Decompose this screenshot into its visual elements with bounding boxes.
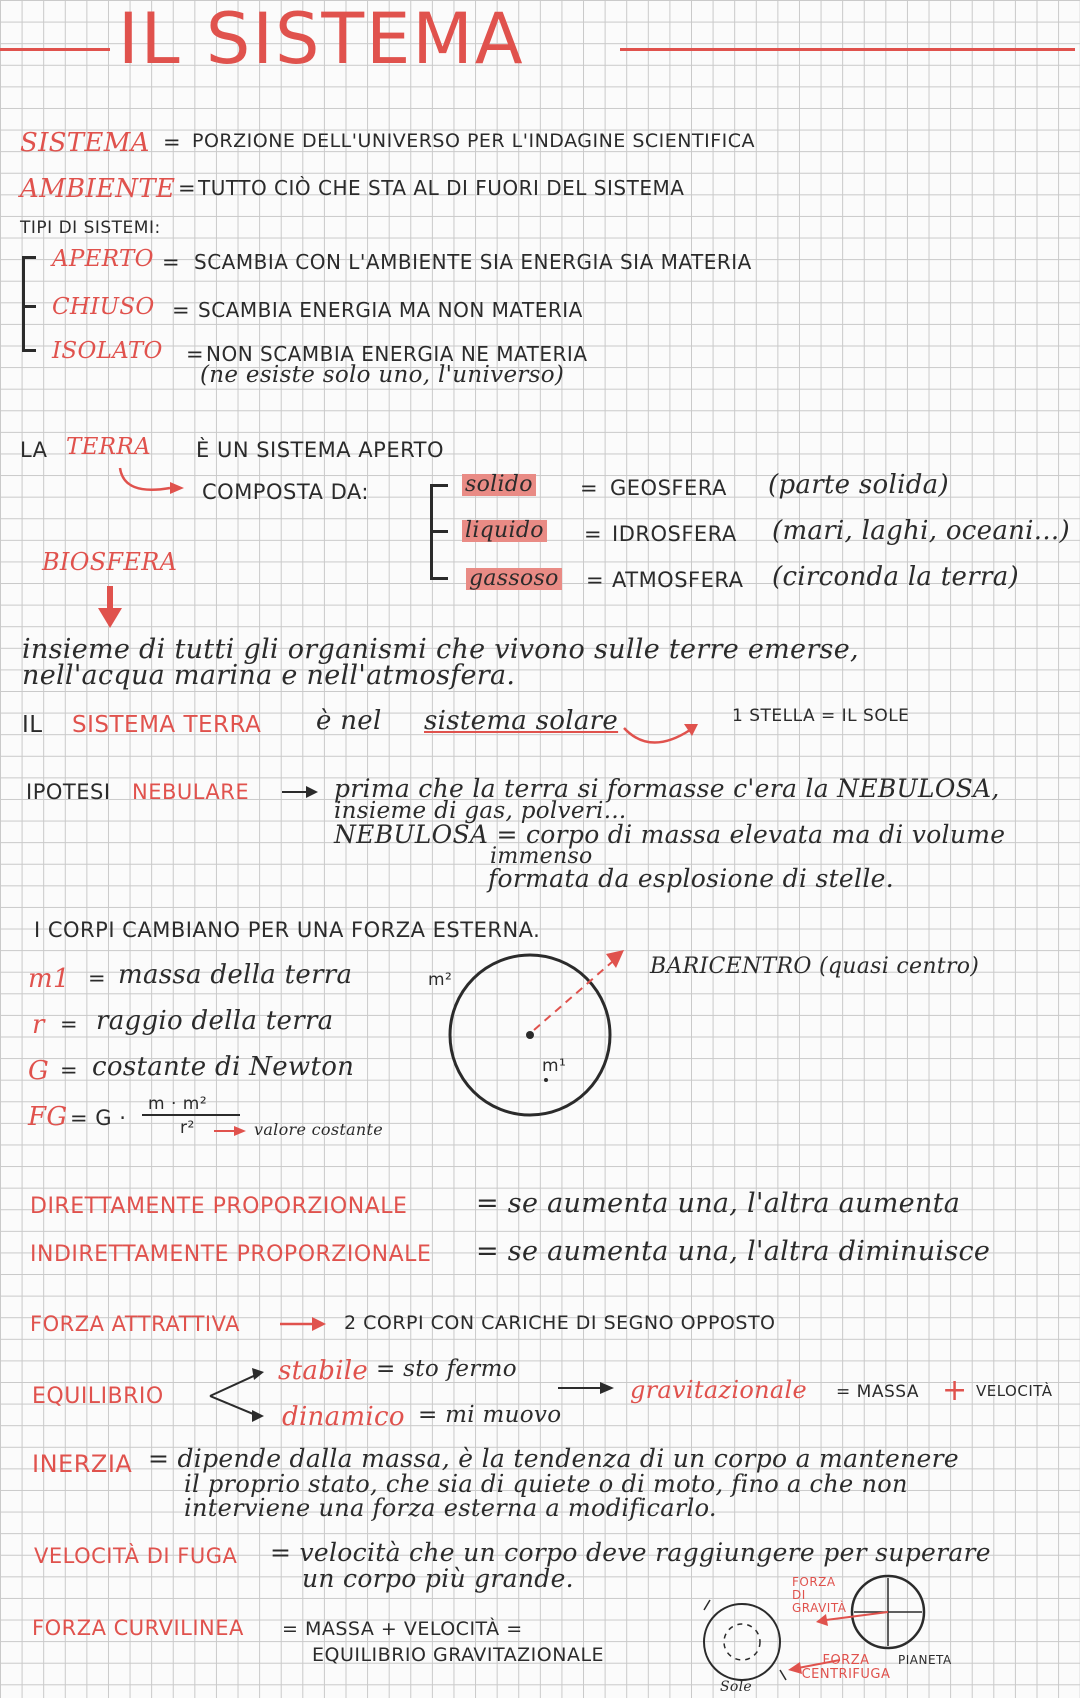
parts-tick-2 — [430, 530, 448, 533]
page-title: IL SISTEMA — [118, 0, 525, 80]
fuga-term: VELOCITÀ DI FUGA — [34, 1544, 238, 1568]
sistema-terra-term: SISTEMA TERRA — [72, 712, 262, 738]
aperto-text: SCAMBIA CON L'AMBIENTE SIA ENERGIA SIA MATERIA — [194, 250, 752, 274]
aperto-term: APERTO — [52, 246, 154, 272]
part-liquido-sep: = — [584, 522, 603, 546]
terra-word: TERRA — [66, 434, 151, 460]
fuga-line1: = velocità che un corpo deve raggiungere per superare — [270, 1538, 991, 1567]
var-g-sym: G — [28, 1056, 50, 1086]
nebulare-line3: NEBULOSA = corpo di massa elevata ma di volume — [334, 820, 1006, 849]
biosfera-term: BIOSFERA — [42, 548, 178, 576]
inerzia-line2: il proprio stato, che sia di quiete o di moto, fino a che non — [184, 1470, 908, 1498]
fg-sym: FG — [28, 1102, 68, 1132]
biosfera-line1: insieme di tutti gli organismi che vivono sulle terre emerse, — [22, 634, 859, 665]
dinamico-word: dinamico — [282, 1402, 405, 1432]
var-m1-text: massa della terra — [118, 960, 353, 990]
part-gassoso-desc: (circonda la terra) — [772, 562, 1019, 592]
dinamico-text: = mi muovo — [418, 1402, 562, 1428]
part-liquido-name: IDROSFERA — [612, 522, 737, 546]
isolato-note: (ne esiste solo uno, l'universo) — [200, 362, 565, 388]
ambiente-term: AMBIENTE — [20, 174, 176, 204]
var-g-text: costante di Newton — [92, 1052, 355, 1082]
diagram-pianeta: PIANETA — [898, 1653, 952, 1667]
var-m1-sym: m1 — [28, 964, 70, 994]
isolato-text: NON SCAMBIA ENERGIA NE MATERIA — [206, 342, 588, 366]
sistema-term: SISTEMA — [20, 128, 150, 158]
fg-den: r² — [180, 1118, 195, 1138]
var-m1-sep: = — [88, 966, 107, 990]
parts-tick-3 — [430, 577, 448, 580]
isolato-term: ISOLATO — [52, 338, 163, 364]
tipi-bracket-tick-1 — [22, 256, 36, 259]
ambiente-sep: = — [178, 176, 197, 200]
part-solido-name: GEOSFERA — [610, 476, 727, 500]
biosfera-arrow — [96, 586, 126, 630]
var-g-sep: = — [60, 1058, 79, 1082]
chiuso-text: SCAMBIA ENERGIA MA NON MATERIA — [198, 298, 583, 322]
part-solido-sep: = — [580, 476, 599, 500]
sistema-sep: = — [163, 130, 182, 154]
curvilinea-term: FORZA CURVILINEA — [32, 1616, 244, 1640]
diagram-forza-gravita: FORZA DI GRAVITÀ — [792, 1575, 847, 1616]
aperto-sep: = — [162, 250, 181, 274]
attrattiva-term: FORZA ATTRATTIVA — [30, 1312, 240, 1336]
sistema-terra-il: IL — [22, 712, 43, 738]
part-solido-desc: (parte solida) — [768, 470, 949, 500]
diagram-sole: Sole — [720, 1679, 752, 1695]
chiuso-term: CHIUSO — [52, 294, 155, 320]
attrattiva-text: 2 CORPI CON CARICHE DI SEGNO OPPOSTO — [344, 1312, 776, 1334]
attrattiva-arrow — [280, 1316, 330, 1332]
diretta-term: DIRETTAMENTE PROPORZIONALE — [30, 1194, 408, 1219]
grav-plus: + — [942, 1373, 968, 1408]
earth-m2-label: m² — [428, 970, 453, 990]
solare-arrow — [620, 720, 710, 760]
isolato-sep: = — [186, 342, 205, 366]
var-r-sep: = — [60, 1012, 79, 1036]
tipi-bracket-tick-3 — [22, 349, 36, 352]
nebulare-word: NEBULARE — [132, 780, 250, 804]
inerzia-line1: = dipende dalla massa, è la tendenza di un corpo a mantenere — [148, 1444, 959, 1473]
chiuso-sep: = — [172, 298, 191, 322]
tipi-bracket-tick-2 — [22, 305, 36, 308]
terra-arrow — [110, 466, 190, 506]
tipi-bracket — [22, 256, 25, 352]
fuga-line2: un corpo più grande. — [302, 1564, 574, 1593]
earth-diagram — [420, 940, 640, 1120]
indiretta-text: = se aumenta una, l'altra diminuisce — [476, 1236, 991, 1267]
part-gassoso: gassoso — [466, 568, 562, 590]
stabile-word: stabile — [278, 1356, 369, 1386]
baricentro-label: BARICENTRO (quasi centro) — [650, 954, 980, 979]
tipi-heading: TIPI DI SISTEMI: — [20, 218, 161, 238]
part-liquido: liquido — [462, 520, 547, 542]
diagram-forza-centrifuga: FORZA CENTRIFUGA — [801, 1653, 891, 1683]
indiretta-term: INDIRETTAMENTE PROPORZIONALE — [30, 1242, 432, 1267]
terra-text: È UN SISTEMA APERTO — [196, 438, 445, 462]
terra-composta: COMPOSTA DA: — [202, 480, 369, 504]
nebulare-arrow — [282, 784, 322, 800]
grav-word: gravitazionale — [630, 1376, 807, 1404]
grav-text2: VELOCITÀ — [976, 1382, 1053, 1400]
grav-arrow — [558, 1380, 618, 1396]
fg-eq: = G · — [70, 1106, 127, 1130]
terra-la: LA — [20, 438, 48, 462]
nebulare-line2: insieme di gas, polveri... — [334, 798, 627, 824]
var-r-text: raggio della terra — [96, 1006, 334, 1036]
diretta-text: = se aumenta una, l'altra aumenta — [476, 1188, 961, 1219]
grav-text1: = MASSA — [836, 1382, 919, 1402]
title-line-right — [620, 48, 1075, 51]
inerzia-line3: interviene una forza esterna a modificarlo. — [184, 1494, 717, 1522]
title-line-left — [0, 48, 110, 51]
stella-text: 1 STELLA = IL SOLE — [732, 706, 910, 726]
fg-note-arrow — [214, 1124, 250, 1138]
sistema-text: PORZIONE DELL'UNIVERSO PER L'INDAGINE SCIENTIFICA — [192, 130, 755, 152]
sistema-solare: sistema solare — [424, 706, 619, 736]
part-liquido-desc: (mari, laghi, oceani...) — [772, 516, 1070, 546]
part-gassoso-sep: = — [586, 568, 605, 592]
curvilinea-line1: = MASSA + VELOCITÀ = — [282, 1618, 523, 1640]
earth-m1-label: m¹ — [542, 1056, 567, 1076]
stabile-text: = sto fermo — [376, 1356, 517, 1382]
forza-heading: I CORPI CAMBIANO PER UNA FORZA ESTERNA. — [34, 918, 541, 942]
ambiente-text: TUTTO CIÒ CHE STA AL DI FUORI DEL SISTEMA — [198, 176, 685, 200]
fg-note: valore costante — [254, 1120, 384, 1139]
part-gassoso-name: ATMOSFERA — [612, 568, 744, 592]
fg-fraction-line — [142, 1114, 240, 1116]
nebulare-line4: immenso — [490, 844, 593, 869]
equilibrio-branches — [206, 1364, 266, 1424]
curvilinea-line2: EQUILIBRIO GRAVITAZIONALE — [312, 1644, 605, 1666]
fg-num: m · m² — [148, 1094, 208, 1114]
inerzia-term: INERZIA — [32, 1450, 133, 1478]
sistema-terra-e: è nel — [316, 706, 382, 736]
nebulare-line1: prima che la terra si formasse c'era la NEBULOSA, — [334, 774, 1000, 803]
equilibrio-term: EQUILIBRIO — [32, 1384, 164, 1409]
part-solido: solido — [462, 474, 536, 496]
biosfera-line2: nell'acqua marina e nell'atmosfera. — [22, 660, 516, 691]
ipotesi-word: IPOTESI — [26, 780, 111, 804]
var-r-sym: r — [32, 1010, 45, 1040]
nebulare-line5: formata da esplosione di stelle. — [488, 864, 894, 893]
parts-tick-1 — [430, 484, 448, 487]
